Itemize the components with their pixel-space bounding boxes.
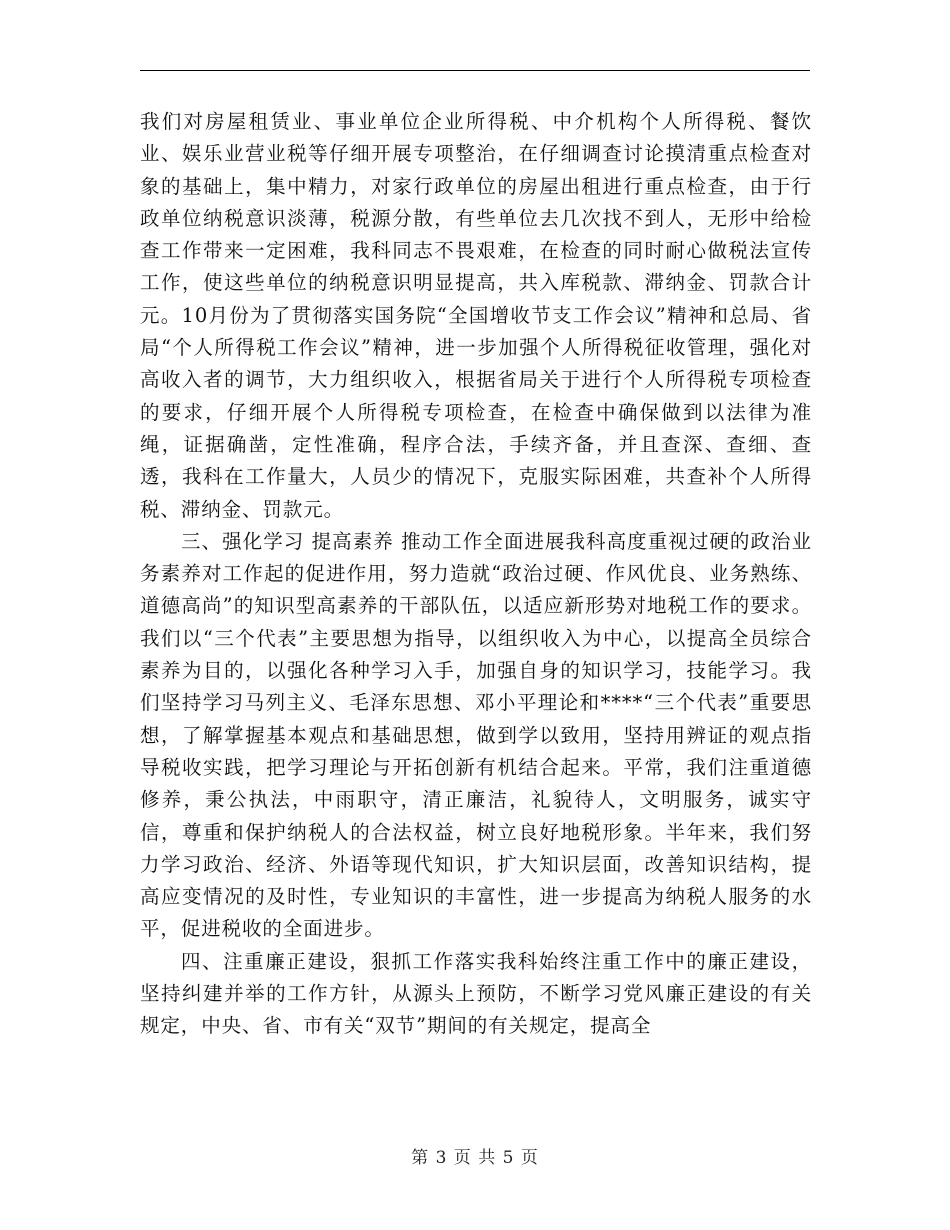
document-body	[140, 106, 812, 1043]
paragraph-study-quality: 三、强化学习 提高素养 推动工作全面进展我科高度重视过硬的政治业务素养对工作起的促进作用，努力造就“政治过硬、作风优良、业务熟练、道德高尚”的知识型高素养的干部队伍，以适应新形势对地税工作的要求。我们以“三个代表”主要思想为指导，以组织收入为中心，以提高全员综合素养为目的，以强化各种学习入手，加强自身的知识学习，技能学习。我们坚持学习马列主义、毛泽东思想、邓小平理论和****“三个代表”重要思想，了解掌握基本观点和基础思想，做到学以致用，坚持用辨证的观点指导税收实践，把学习理论与开拓创新有机结合起来。平常，我们注重道德修养，秉公执法，中雨职守，清正廉洁，礼貌待人，文明服务，诚实守信，尊重和保护纳税人的合法权益，树立良好地税形象。半年来，我们努力学习政治、经济、外语等现代知识，扩大知识层面，改善知识结构，提高应变情况的及时性，专业知识的丰富性，进一步提高为纳税人服务的水平，促进税收的全面进步。	[140, 529, 812, 941]
paragraph-tax-rectification: 我们对房屋租赁业、事业单位企业所得税、中介机构个人所得税、餐饮业、娱乐业营业税等仔细开展专项整治，在仔细调查讨论摸清重点检查对象的基础上，集中精力，对家行政单位的房屋出租进行重点检查，由于行政单位纳税意识淡薄，税源分散，有些单位去几次找不到人，无形中给检查工作带来一定困难，我科同志不畏艰难，在检查的同时耐心做税法宣传工作，使这些单位的纳税意识明显提高，共入库税款、滞纳金、罚款合计 元。10月份为了贯彻落实国务院“全国增收节支工作会议”精神和总局、省局“个人所得税工作会议”精神，进一步加强个人所得税征收管理，强化对高收入者的调节，大力组织收入，根据省局关于进行个人所得税专项检查的要求，仔细开展个人所得税专项检查，在检查中确保做到以法律为准绳，证据确凿，定性准确，程序合法，手续齐备，并且查深、查细、查透，我科在工作量大，人员少的情况下，克服实际困难，共查补个人所得税、滞纳金、罚款元。	[140, 110, 812, 521]
header-rule	[140, 70, 810, 71]
paragraph-integrity-building: 四、注重廉正建设，狠抓工作落实我科始终注重工作中的廉正建设，坚持纠建并举的工作方针，从源头上预防，不断学习党风廉正建设的有关规定，中央、省、市有关“双节”期间的有关规定，提高全	[140, 949, 812, 1038]
page-number-footer: 第 3 页 共 5 页	[411, 1148, 539, 1168]
